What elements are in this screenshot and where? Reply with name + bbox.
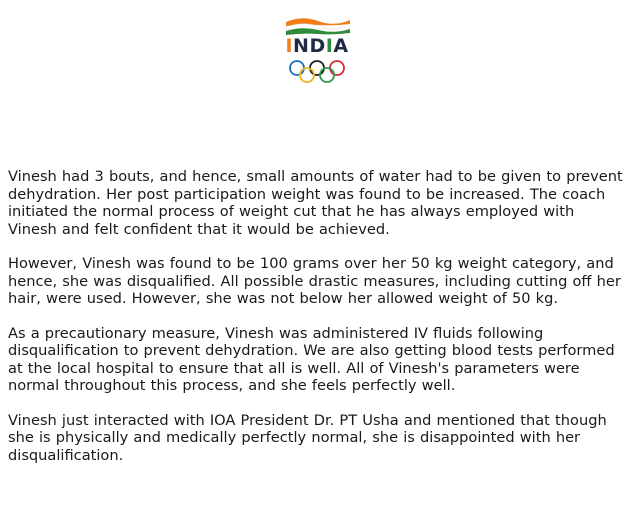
wordmark-letters: ND bbox=[293, 35, 326, 57]
paragraph: Vinesh just interacted with IOA President Dr. PT Usha and mentioned that though she is physically and medically perfectly normal, she is disappointed with her disqualification. bbox=[8, 411, 607, 464]
wordmark-letter: I bbox=[325, 35, 334, 57]
paragraph: However, Vinesh was found to be 100 grams over her 50 kg weight category, and hence, she was disqualified. All possible drastic measures, including cutting off her hair, were used. However, she was not below her allowed weight of 50 kg. bbox=[8, 255, 621, 307]
logo-wordmark bbox=[278, 35, 356, 57]
paragraph: As a precautionary measure, Vinesh was administered IV fluids following disqualification to prevent dehydration. We are also getting blood tests performed at the local hospital to ensure that all is well. All of Vinesh's parameters were normal throughout this process, and she feels perfectly well. bbox=[8, 324, 615, 394]
team-india-logo bbox=[278, 14, 356, 86]
olympic-rings-icon bbox=[288, 60, 346, 84]
wordmark-letter: A bbox=[333, 35, 349, 57]
statement-body bbox=[8, 168, 626, 481]
paragraph: Vinesh had 3 bouts, and hence, small amounts of water had to be given to prevent dehydration. Her post participation weight was found to be increased. The coach initiated the normal process of weight cut that he has always employed with Vinesh and felt confident that it would be achieved. bbox=[8, 168, 623, 238]
wordmark-letter: I bbox=[285, 35, 294, 57]
